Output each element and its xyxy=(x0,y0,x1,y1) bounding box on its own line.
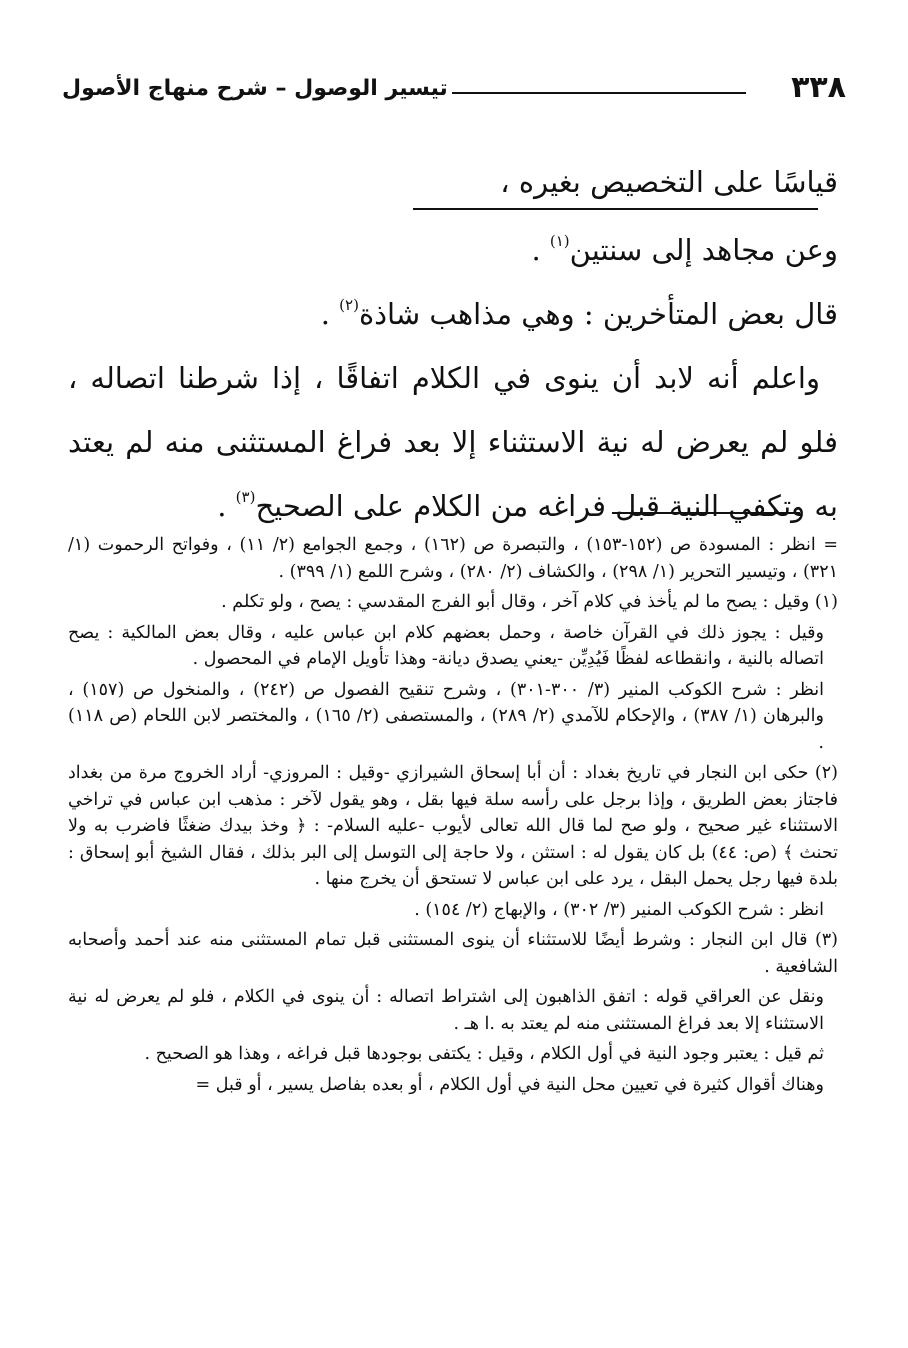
footnote-2-b: انظر : شرح الكوكب المنير (٣/ ٣٠٢) ، والإبهاج (٢/ ١٥٤) . xyxy=(414,899,824,920)
footnote-ref-1: (١) xyxy=(549,232,570,250)
footnote-3-d: وهناك أقوال كثيرة في تعيين محل النية في أول الكلام ، أو بعده بفاصل يسير ، أو قبل = xyxy=(195,1074,824,1095)
footnote-3-b: ونقل عن العراقي قوله : اتفق الذاهبون إلى اشتراط اتصاله : أن ينوى في الكلام ، فلو لم يعرض له نية الاستثناء إلا بعد فراغ المستثنى منه لم يعتد به .ا هـ . xyxy=(68,987,824,1034)
footnote-continuation: = انظر : المسودة ص (١٥٢-١٥٣) ، والتبصرة ص (١٦٢) ، وجمع الجوامع (٢/ ١١) ، وفواتح الرحموت (١/ ٣٢١) ، وتيسير التحرير (١/ ٢٩٨) ، والكشاف (٢/ ٢٨٠) ، وشرح اللمع (١/ ٣٩٩) . xyxy=(68,535,838,582)
main-line-2-end: . xyxy=(531,233,550,267)
main-paragraph-end: . xyxy=(217,489,236,523)
running-title: تيسير الوصول – شرح منهاج الأصول xyxy=(62,76,448,101)
footnotes xyxy=(68,532,838,1102)
main-line-1-text: قياسًا على التخصيص بغيره ، xyxy=(500,165,838,199)
main-line-3 xyxy=(68,282,838,346)
footnote-ref-3: (٣) xyxy=(235,488,256,506)
footnote-3-a: (٣) قال ابن النجار : وشرط أيضًا للاستثناء أن ينوى المستثنى قبل تمام المستثنى منه عند أحمد وأصحابه الشافعية . xyxy=(68,930,838,977)
footnote-1-c: انظر : شرح الكوكب المنير (٣/ ٣٠٠-٣٠١) ، وشرح تنقيح الفصول ص (٢٤٢) ، والمنخول ص (١٥٧) ، والبرهان (١/ ٣٨٧) ، والإحكام للآمدي (٢/ ٢٨٩) ، والمستصفى (٢/ ١٦٥) ، والمختصر لابن اللحام (ص ١١٨) . xyxy=(68,679,825,753)
footnote-2-a: (٢) حكى ابن النجار في تاريخ بغداد : أن أبا إسحاق الشيرازي -وقيل : المروزي- أراد الخروج مرة من بغداد فاجتاز بعض الطريق ، وإذا برجل على رأسه سلة فيها بقل ، وهو يقول لآخر : مذهب ابن عباس في تراخي الاستثناء غير صحيح ، ولو صح لما قال الله تعالى لأيوب -عليه السلام- : ﴿ وخذ بيدك ضغثًا فاضرب به ولا تحنث ﴾ (ص: ٤٤) بل كان يقول له : استثن ، ولا حاجة إلى التوسل إلى البر بذلك ، فقال الشيخ أبو إسحاق : بلدة فيها رجل يحمل البقل ، يرد على ابن عباس لا تستحق أن يخرج منها . xyxy=(68,763,838,889)
main-line-2 xyxy=(68,218,838,282)
footnote-separator xyxy=(612,512,800,514)
main-paragraph-text: واعلم أنه لابد أن ينوى في الكلام اتفاقًا ، إذا شرطنا اتصاله ، فلو لم يعرض له نية الاستثناء إلا بعد فراغ المستثنى منه لم يعتد به وتكفي النية قبل فراغه من الكلام على الصحيح xyxy=(68,361,838,523)
footnote-ref-2: (٢) xyxy=(339,296,359,314)
page-header xyxy=(62,70,846,110)
header-rule xyxy=(452,92,746,94)
main-line-1 xyxy=(68,150,838,214)
main-line-3-text: قال بعض المتأخرين : وهي مذاهب شاذة xyxy=(358,297,838,331)
footnote-1-a: (١) وقيل : يصح ما لم يأخذ في كلام آخر ، وقال أبو الفرج المقدسي : يصح ، ولو تكلم . xyxy=(221,592,838,612)
footnote-1-b: وقيل : يجوز ذلك في القرآن خاصة ، وحمل بعضهم كلام ابن عباس عليه ، وقال بعض المالكية : يصح اتصاله بالنية ، وانقطاعه لفظًا فَيُدِيِّن -يعني يصدق ديانة- وهذا تأويل الإمام في المحصول . xyxy=(68,622,824,669)
main-paragraph xyxy=(68,346,838,538)
main-text xyxy=(68,150,838,538)
page-number: ٣٣٨ xyxy=(791,70,846,105)
main-line-3-end: . xyxy=(320,297,340,331)
main-line-2-text: وعن مجاهد إلى سنتين xyxy=(569,233,838,267)
footnote-3-c: ثم قيل : يعتبر وجود النية في أول الكلام ، وقيل : يكتفى بوجودها قبل فراغه ، وهذا هو الصحيح . xyxy=(144,1044,824,1064)
